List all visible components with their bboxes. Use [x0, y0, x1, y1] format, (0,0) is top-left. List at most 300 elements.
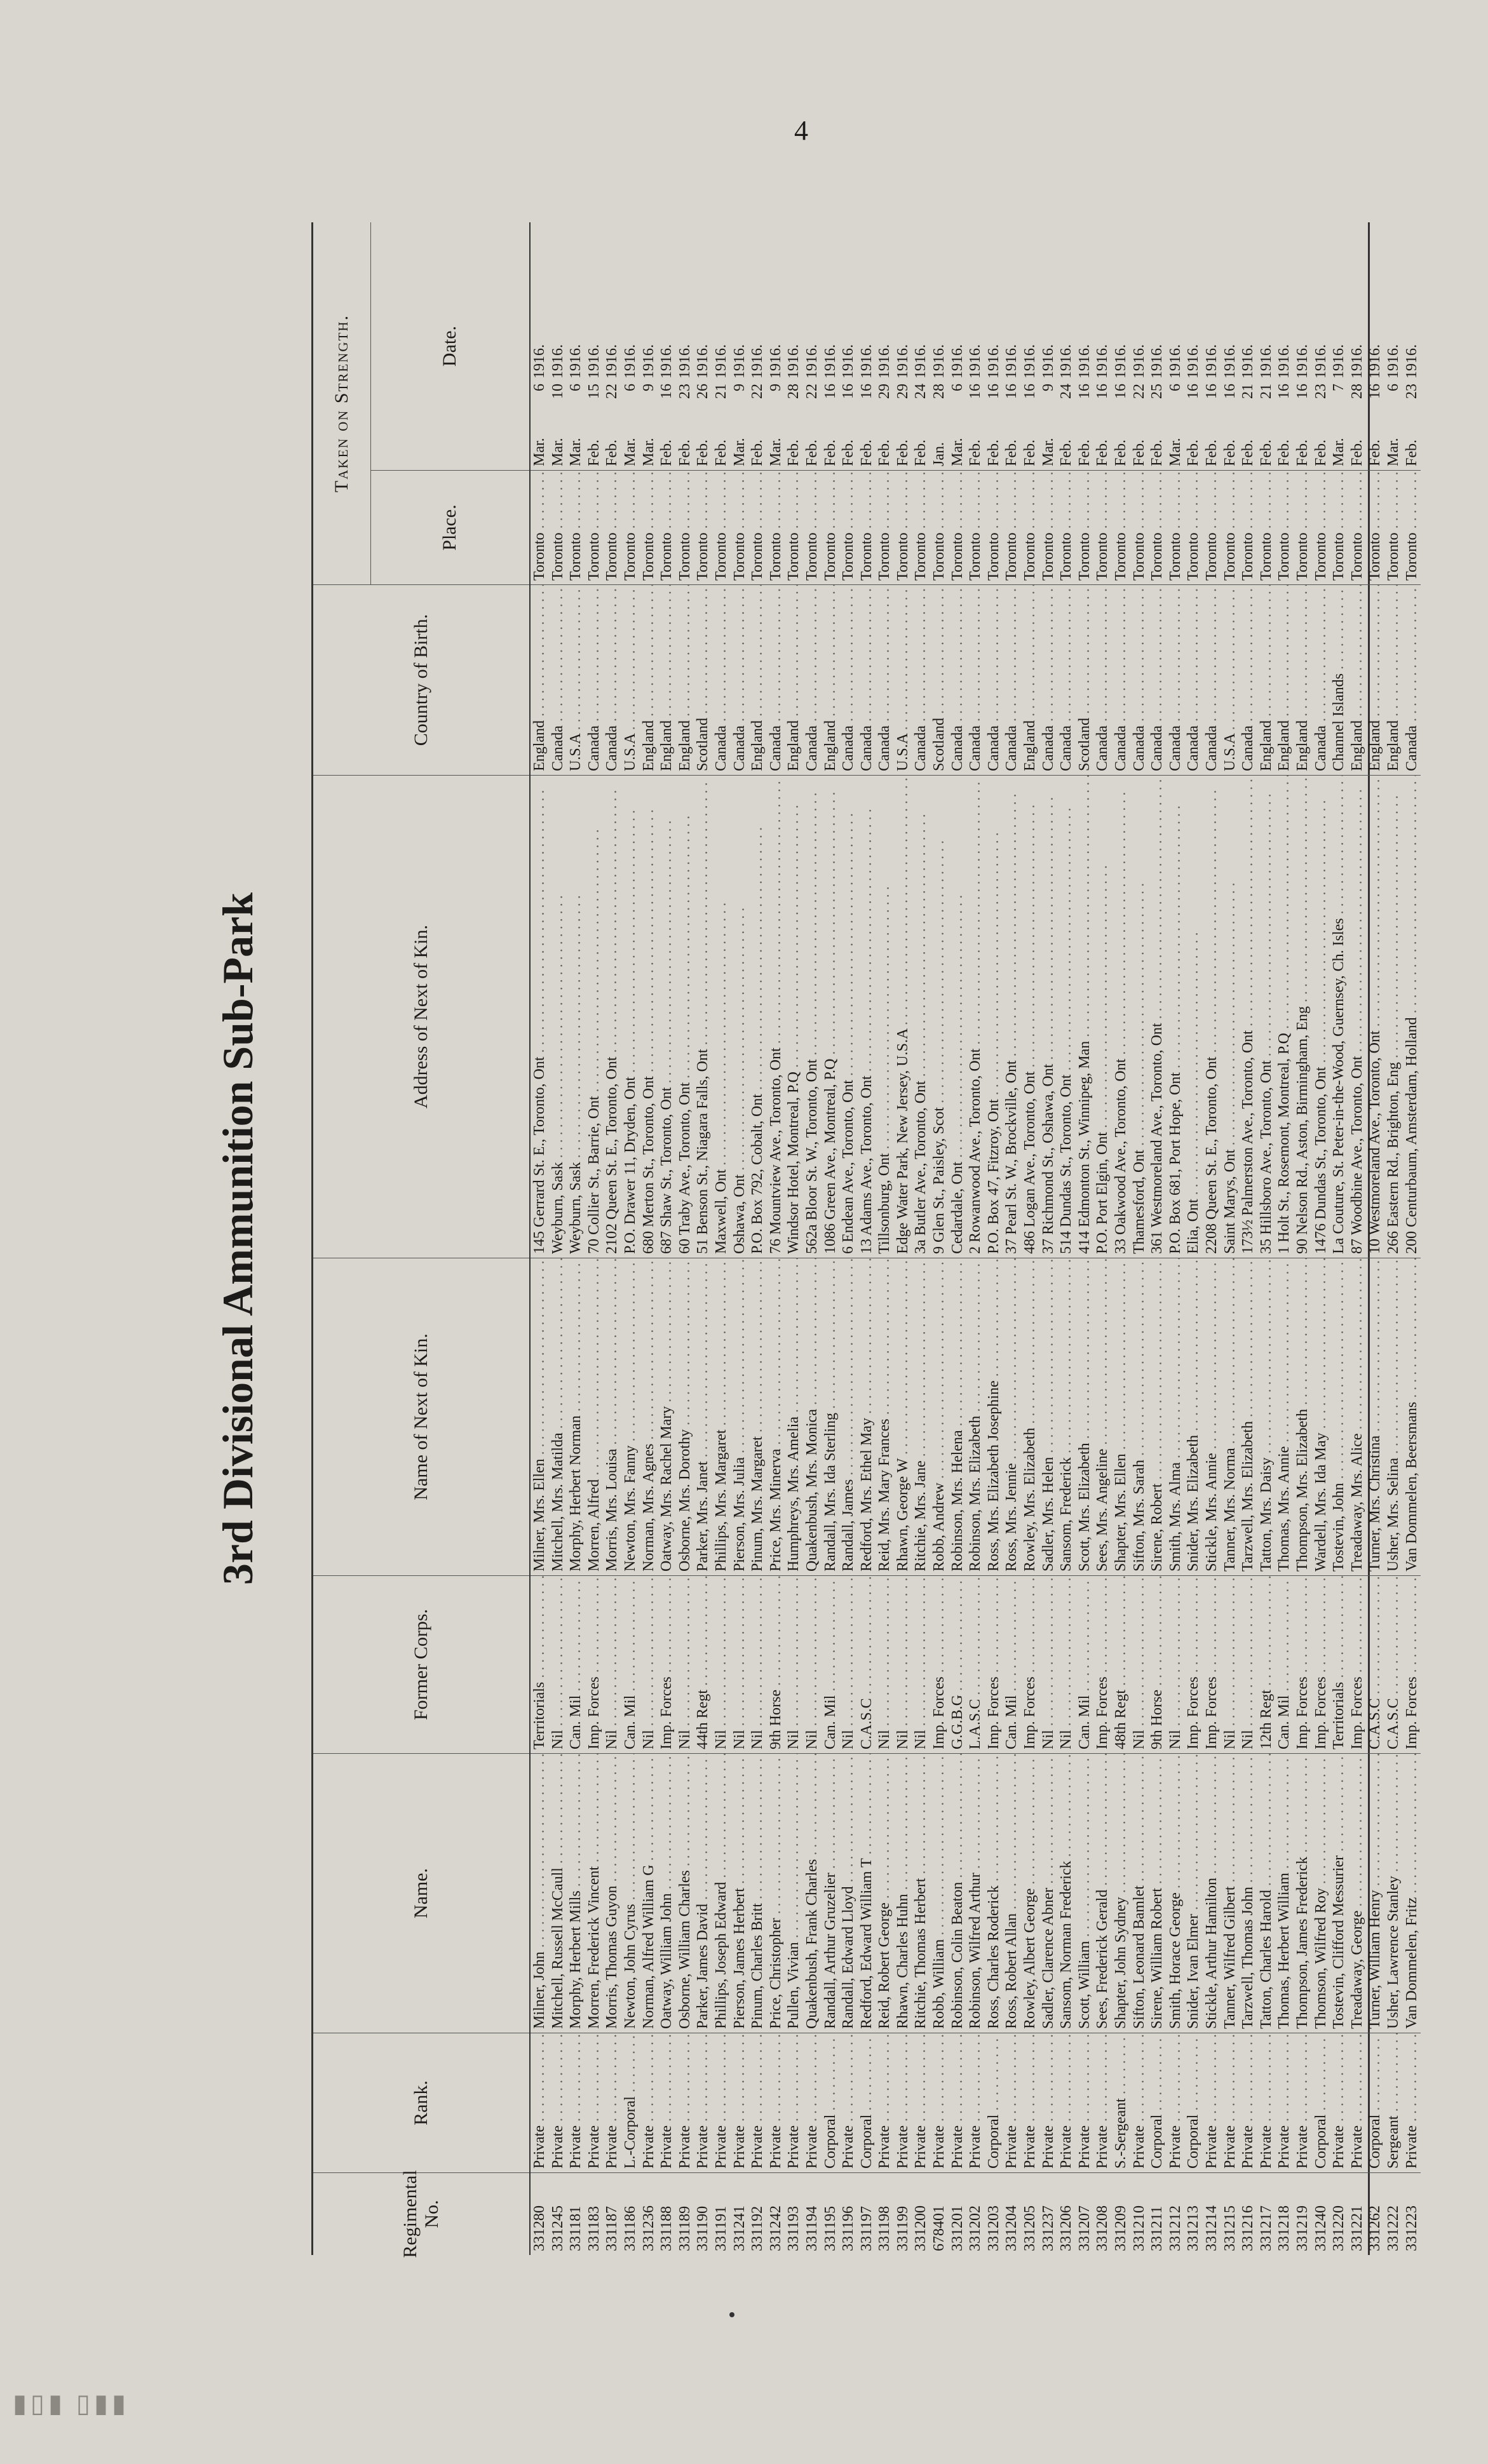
table-row	[1093, 222, 1112, 2255]
cell-date	[858, 222, 876, 470]
cell-former-corps: Nil . . .	[748, 1575, 767, 1753]
cell-rank: Private . . .	[803, 2033, 822, 2172]
date-month: Feb.	[1130, 440, 1147, 466]
cell-date	[1021, 222, 1039, 470]
cell-country: Canada . . .	[1039, 584, 1058, 775]
cell-former-corps: 9th Horse . . .	[767, 1575, 785, 1753]
cell-next-of-kin: Parker, Mrs. Janet . . .	[694, 1258, 712, 1575]
cell-next-of-kin: Quakenbush, Mrs. Monica . . .	[803, 1258, 822, 1575]
cell-next-of-kin: Smith, Mrs. Alma . . .	[1167, 1258, 1185, 1575]
cell-next-of-kin: Price, Mrs. Minerva . . .	[767, 1258, 785, 1575]
header-address: Address of Next of Kin.	[313, 775, 529, 1258]
cell-next-of-kin: Sifton, Mrs. Sarah . . .	[1130, 1258, 1149, 1575]
cell-rank: Private . . .	[531, 2033, 549, 2172]
cell-next-of-kin: Shapter, Mrs. Ellen . . .	[1112, 1258, 1130, 1575]
date-day: 6	[1384, 384, 1402, 391]
cell-former-corps: Imp. Forces . . .	[1203, 1575, 1221, 1753]
cell-former-corps: Imp. Forces . . .	[1403, 1575, 1421, 1753]
date-day: 16	[1367, 384, 1384, 399]
cell-place: Toronto . . .	[1057, 470, 1076, 584]
cell-former-corps: Nil . . .	[912, 1575, 930, 1753]
date-day: 25	[1149, 384, 1166, 399]
date-day: 9	[1039, 384, 1057, 391]
cell-address: 2102 Queen St. E., Toronto, Ont . . .	[603, 775, 621, 1258]
cell-former-corps: Imp. Forces . . .	[1294, 1575, 1312, 1753]
cell-place: Toronto . . .	[1403, 470, 1421, 584]
table-row	[894, 222, 912, 2255]
cell-regimental-no: 331280	[531, 2172, 549, 2255]
cell-rank: Private . . .	[1039, 2033, 1058, 2172]
cell-name: Tostevin, Clifford Messurier . . .	[1330, 1753, 1348, 2033]
cell-date	[1057, 222, 1076, 470]
cell-rank: Corporal . . .	[1312, 2033, 1330, 2172]
date-day: 22	[749, 384, 766, 399]
cell-name: Sirene, William Robert . . .	[1148, 1753, 1167, 2033]
cell-country: England . . .	[1275, 584, 1294, 775]
date-month: Feb.	[694, 440, 712, 466]
cell-country: Canada . . .	[1130, 584, 1149, 775]
cell-country: Canada . . .	[585, 584, 604, 775]
cell-former-corps: Can. Mil . . .	[1076, 1575, 1094, 1753]
cell-former-corps: Imp. Forces . . .	[1021, 1575, 1039, 1753]
table-header	[313, 222, 531, 2258]
cell-rank: Private . . .	[912, 2033, 930, 2172]
cell-name: Norman, Alfred William G . . .	[640, 1753, 658, 2033]
cell-place: Toronto . . .	[640, 470, 658, 584]
cell-next-of-kin: Morris, Mrs. Louisa . . .	[603, 1258, 621, 1575]
cell-place: Toronto . . .	[785, 470, 803, 584]
date-day: 28	[1348, 384, 1365, 399]
cell-former-corps: Can. Mil . . .	[567, 1575, 585, 1753]
date-day: 16	[658, 384, 675, 399]
cell-former-corps: Nil . . .	[1039, 1575, 1058, 1753]
cell-date	[1294, 222, 1312, 470]
cell-place: Toronto . . .	[1021, 470, 1039, 584]
cell-address: 514 Dundas St., Toronto, Ont . . .	[1057, 775, 1076, 1258]
date-year: 1916.	[912, 344, 930, 379]
cell-rank: Corporal . . .	[1184, 2033, 1203, 2172]
cell-place: Toronto . . .	[676, 470, 694, 584]
cell-place: Toronto . . .	[1330, 470, 1348, 584]
cell-former-corps: C.A.S.C . . .	[1366, 1575, 1384, 1753]
cell-date	[1221, 222, 1240, 470]
cell-next-of-kin: Snider, Mrs. Elizabeth . . .	[1184, 1258, 1203, 1575]
table-row	[1257, 222, 1276, 2255]
cell-next-of-kin: Robinson, Mrs. Helena . . .	[949, 1258, 967, 1575]
table-row	[585, 222, 604, 2255]
table-row	[1021, 222, 1039, 2255]
date-month: Feb.	[894, 440, 911, 466]
cell-next-of-kin: Rhawn, George W . . .	[894, 1258, 912, 1575]
table-row	[930, 222, 949, 2255]
cell-place: Toronto . . .	[1112, 470, 1130, 584]
cell-date	[1403, 222, 1421, 470]
date-month: Mar.	[549, 438, 566, 466]
cell-name: Morphy, Herbert Mills . . .	[567, 1753, 585, 2033]
cell-date	[1184, 222, 1203, 470]
cell-regimental-no: 331196	[839, 2172, 858, 2255]
cell-name: Osborne, William Charles . . .	[676, 1753, 694, 2033]
cell-address: 70 Collier St., Barrie, Ont . . .	[585, 775, 604, 1258]
cell-country: Canada . . .	[1239, 584, 1257, 775]
date-year: 1916.	[1221, 344, 1238, 379]
cell-regimental-no: 331215	[1221, 2172, 1240, 2255]
date-month: Feb.	[1003, 440, 1020, 466]
cell-name: Stickle, Arthur Hamilton . . .	[1203, 1753, 1221, 2033]
table-row	[1057, 222, 1076, 2255]
cell-name: Ross, Robert Allan . . .	[1003, 1753, 1021, 2033]
cell-address: 76 Mountview Ave., Toronto, Ont . . .	[767, 775, 785, 1258]
cell-next-of-kin: Tostevin, John . . .	[1330, 1258, 1348, 1575]
cell-next-of-kin: Redford, Mrs. Ethel May . . .	[858, 1258, 876, 1575]
cell-rank: Private . . .	[712, 2033, 731, 2172]
cell-date	[1039, 222, 1058, 470]
date-day: 29	[876, 384, 893, 399]
cell-name: Tanner, Wilfred Gilbert . . .	[1221, 1753, 1240, 2033]
date-month: Mar.	[1039, 438, 1057, 466]
cell-rank: Private . . .	[731, 2033, 749, 2172]
cell-country: Canada . . .	[1003, 584, 1021, 775]
table-row	[822, 222, 840, 2255]
date-day: 6	[531, 384, 548, 391]
cell-name: Sadler, Clarence Abner . . .	[1039, 1753, 1058, 2033]
cell-country: Canada . . .	[1312, 584, 1330, 775]
cell-former-corps: Nil . . .	[803, 1575, 822, 1753]
cell-address: 33 Oakwood Ave., Toronto, Ont . . .	[1112, 775, 1130, 1258]
date-month: Mar.	[1330, 438, 1348, 466]
date-year: 1916.	[1384, 344, 1402, 379]
cell-place: Toronto . . .	[731, 470, 749, 584]
date-day: 15	[585, 384, 602, 399]
cell-address: 13 Adams Ave., Toronto, Ont . . .	[858, 775, 876, 1258]
date-year: 1916.	[1003, 344, 1020, 379]
cell-address: 173½ Palmerston Ave., Toronto, Ont . . .	[1239, 775, 1257, 1258]
cell-regimental-no: 331206	[1057, 2172, 1076, 2255]
cell-former-corps: L.A.S.C . . .	[966, 1575, 985, 1753]
cell-rank: Corporal . . .	[985, 2033, 1003, 2172]
header-taken-on-strength	[313, 222, 529, 584]
cell-regimental-no: 331241	[731, 2172, 749, 2255]
cell-next-of-kin: Sirene, Robert . . .	[1148, 1258, 1167, 1575]
table-row	[676, 222, 694, 2255]
cell-former-corps: C.A.S.C . . .	[1384, 1575, 1403, 1753]
cell-rank: Private . . .	[1330, 2033, 1348, 2172]
cell-country: England . . .	[822, 584, 840, 775]
cell-place: Toronto . . .	[748, 470, 767, 584]
cell-date	[966, 222, 985, 470]
cell-place: Toronto . . .	[839, 470, 858, 584]
cell-rank: Private . . .	[585, 2033, 604, 2172]
cell-former-corps: Can. Mil . . .	[1003, 1575, 1021, 1753]
cell-date	[1003, 222, 1021, 470]
cell-former-corps: Nil . . .	[603, 1575, 621, 1753]
cell-address: 145 Gerrard St. E., Toronto, Ont . . .	[531, 775, 549, 1258]
date-day: 16	[1076, 384, 1093, 399]
cell-place: Toronto . . .	[603, 470, 621, 584]
date-day: 23	[676, 384, 693, 399]
date-year: 1916.	[876, 344, 893, 379]
cell-country: Canada . . .	[1167, 584, 1185, 775]
header-former-corps: Former Corps.	[313, 1575, 529, 1753]
cell-address: 2 Rowanwood Ave., Toronto, Ont . . .	[966, 775, 985, 1258]
cell-next-of-kin: Usher, Mrs. Selina . . .	[1384, 1258, 1403, 1575]
cell-country: U.S.A . . .	[1221, 584, 1240, 775]
cell-place: Toronto . . .	[712, 470, 731, 584]
cell-regimental-no: 331200	[912, 2172, 930, 2255]
date-year: 1916.	[1094, 344, 1111, 379]
cell-place: Toronto . . .	[803, 470, 822, 584]
cell-country: Canada . . .	[1093, 584, 1112, 775]
date-day: 6	[949, 384, 966, 391]
date-month: Feb.	[658, 440, 675, 466]
date-year: 1916.	[1039, 344, 1057, 379]
cell-address: 60 Traby Ave., Toronto, Ont . . .	[676, 775, 694, 1258]
cell-address: 361 Westmoreland Ave., Toronto, Ont . . .	[1148, 775, 1167, 1258]
cell-date	[748, 222, 767, 470]
cell-place: Toronto . . .	[966, 470, 985, 584]
date-month: Mar.	[567, 438, 585, 466]
cell-next-of-kin: Humphreys, Mrs. Amelia . . .	[785, 1258, 803, 1575]
date-day: 16	[1221, 384, 1238, 399]
cell-regimental-no: 331245	[549, 2172, 567, 2255]
cell-date	[712, 222, 731, 470]
cell-name: Sees, Frederick Gerald . . .	[1093, 1753, 1112, 2033]
cell-regimental-no: 331214	[1203, 2172, 1221, 2255]
cell-address: 486 Logan Ave., Toronto, Ont . . .	[1021, 775, 1039, 1258]
cell-date	[1275, 222, 1294, 470]
cell-name: Tarzwell, Thomas John . . .	[1239, 1753, 1257, 2033]
cell-date	[949, 222, 967, 470]
cell-date	[585, 222, 604, 470]
cell-address: 680 Merton St., Toronto, Ont . . .	[640, 775, 658, 1258]
date-year: 1916.	[931, 344, 948, 379]
date-year: 1916.	[604, 344, 621, 379]
cell-name: Thomas, Herbert William . . .	[1275, 1753, 1294, 2033]
cell-regimental-no: 331220	[1330, 2172, 1348, 2255]
cell-country: Scotland . . .	[930, 584, 949, 775]
date-month: Mar.	[531, 438, 548, 466]
cell-country: Canada . . .	[803, 584, 822, 775]
cell-country: England . . .	[1257, 584, 1276, 775]
cell-former-corps: C.A.S.C . . .	[858, 1575, 876, 1753]
table-row	[603, 222, 621, 2255]
date-day: 22	[1130, 384, 1147, 399]
cell-regimental-no: 331212	[1167, 2172, 1185, 2255]
cell-name: Phillips, Joseph Edward . . .	[712, 1753, 731, 2033]
cell-name: Usher, Lawrence Stanley . . .	[1384, 1753, 1403, 2033]
cell-name: Randall, Edward Lloyd . . .	[839, 1753, 858, 2033]
date-year: 1916.	[1348, 344, 1365, 379]
cell-date	[1312, 222, 1330, 470]
cell-date	[1093, 222, 1112, 470]
cell-regimental-no: 331189	[676, 2172, 694, 2255]
date-month: Feb.	[840, 440, 857, 466]
date-day: 28	[931, 384, 948, 399]
date-year: 1916.	[1113, 344, 1129, 379]
cell-country: Canada . . .	[949, 584, 967, 775]
cell-regimental-no: 331194	[803, 2172, 822, 2255]
margin-stamp: ▮▯▮ ▯▮▮	[13, 2389, 130, 2418]
cell-regimental-no: 331198	[876, 2172, 894, 2255]
table-row	[1312, 222, 1330, 2255]
date-month: Feb.	[1276, 440, 1293, 466]
cell-date	[621, 222, 640, 470]
date-day: 28	[785, 384, 802, 399]
cell-next-of-kin: Thompson, Mrs. Elizabeth . . .	[1294, 1258, 1312, 1575]
date-month: Feb.	[822, 440, 839, 466]
date-month: Mar.	[949, 438, 966, 466]
cell-address: 562a Bloor St. W., Toronto, Ont . . .	[803, 775, 822, 1258]
date-year: 1916.	[531, 344, 548, 379]
date-year: 1916.	[1058, 344, 1075, 379]
cell-address: 9 Glen St., Paisley, Scot . . .	[930, 775, 949, 1258]
cell-place: Toronto . . .	[1221, 470, 1240, 584]
cell-country: Canada . . .	[603, 584, 621, 775]
cell-rank: Private . . .	[930, 2033, 949, 2172]
cell-regimental-no: 331207	[1076, 2172, 1094, 2255]
cell-regimental-no: 331192	[748, 2172, 767, 2255]
date-year: 1916.	[1203, 344, 1220, 379]
cell-place: Toronto . . .	[1093, 470, 1112, 584]
date-day: 16	[1185, 384, 1202, 399]
date-year: 1916.	[1330, 344, 1348, 379]
cell-name: Shapter, John Sydney . . .	[1112, 1753, 1130, 2033]
cell-next-of-kin: Morren, Alfred . . .	[585, 1258, 604, 1575]
date-day: 7	[1330, 384, 1348, 391]
table-row	[949, 222, 967, 2255]
cell-date	[658, 222, 676, 470]
cell-former-corps: Nil . . .	[839, 1575, 858, 1753]
cell-next-of-kin: Robb, Andrew . . .	[930, 1258, 949, 1575]
cell-country: Canada . . .	[985, 584, 1003, 775]
table-row	[876, 222, 894, 2255]
cell-name: Robinson, Wilfred Arthur . . .	[966, 1753, 985, 2033]
cell-regimental-no: 331181	[567, 2172, 585, 2255]
cell-next-of-kin: Oatway, Mrs. Rachel Mary . . .	[658, 1258, 676, 1575]
cell-place: Toronto . . .	[1366, 470, 1384, 584]
cell-rank: Private . . .	[1294, 2033, 1312, 2172]
cell-date	[640, 222, 658, 470]
cell-rank: Private . . .	[1003, 2033, 1021, 2172]
cell-address: Oshawa, Ont . . .	[731, 775, 749, 1258]
cell-regimental-no: 331190	[694, 2172, 712, 2255]
date-month: Feb.	[1348, 440, 1365, 466]
date-day: 16	[1113, 384, 1129, 399]
cell-place: Toronto . . .	[1039, 470, 1058, 584]
date-month: Feb.	[1113, 440, 1129, 466]
date-day: 21	[712, 384, 729, 399]
cell-place: Toronto . . .	[531, 470, 549, 584]
cell-name: Mitchell, Russell McCaull . . .	[549, 1753, 567, 2033]
cell-rank: Private . . .	[1093, 2033, 1112, 2172]
date-day: 16	[858, 384, 875, 399]
date-day: 29	[894, 384, 911, 399]
cell-regimental-no: 331203	[985, 2172, 1003, 2255]
cell-address: Saint Marys, Ont . . .	[1221, 775, 1240, 1258]
date-day: 21	[1240, 384, 1257, 399]
cell-date	[1112, 222, 1130, 470]
date-year: 1916.	[1403, 344, 1420, 379]
date-year: 1916.	[712, 344, 729, 379]
cell-address: P.O. Drawer 11, Dryden, Ont . . .	[621, 775, 640, 1258]
cell-regimental-no: 331237	[1039, 2172, 1058, 2255]
cell-name: Quakenbush, Frank Charles . . .	[803, 1753, 822, 2033]
table-row	[1330, 222, 1348, 2255]
cell-country: Canada . . .	[966, 584, 985, 775]
date-month: Feb.	[858, 440, 875, 466]
cell-next-of-kin: Randall, Mrs. Ida Sterling . . .	[822, 1258, 840, 1575]
date-year: 1916.	[1130, 344, 1147, 379]
date-day: 6	[621, 384, 639, 391]
cell-rank: Private . . .	[894, 2033, 912, 2172]
date-year: 1916.	[1257, 344, 1275, 379]
date-month: Mar.	[640, 438, 657, 466]
cell-name: Rowley, Albert George . . .	[1021, 1753, 1039, 2033]
cell-name: Ritchie, Thomas Herbert . . .	[912, 1753, 930, 2033]
date-day: 21	[1257, 384, 1275, 399]
cell-former-corps: Nil . . .	[876, 1575, 894, 1753]
cell-date	[1203, 222, 1221, 470]
cell-name: Newton, John Cyrus . . .	[621, 1753, 640, 2033]
ink-dot	[729, 2312, 734, 2317]
cell-address: 1 Holt St., Rosemont, Montreal, P.Q . . .	[1275, 775, 1294, 1258]
cell-place: Toronto . . .	[621, 470, 640, 584]
cell-address: P.O. Box 681, Port Hope, Ont . . .	[1167, 775, 1185, 1258]
cell-rank: S.-Sergeant . . .	[1112, 2033, 1130, 2172]
date-day: 16	[1203, 384, 1220, 399]
date-year: 1916.	[1276, 344, 1293, 379]
cell-address: 51 Benson St., Niagara Falls, Ont . . .	[694, 775, 712, 1258]
cell-country: England . . .	[1021, 584, 1039, 775]
date-day: 26	[694, 384, 712, 399]
date-month: Feb.	[1022, 440, 1039, 466]
cell-place: Toronto . . .	[912, 470, 930, 584]
table-row	[1148, 222, 1167, 2255]
cell-regimental-no: 331236	[640, 2172, 658, 2255]
cell-name: Morris, Thomas Guyon . . .	[603, 1753, 621, 2033]
cell-rank: Private . . .	[567, 2033, 585, 2172]
date-day: 23	[1403, 384, 1420, 399]
cell-place: Toronto . . .	[1167, 470, 1185, 584]
cell-name: Thompson, James Frederick . . .	[1294, 1753, 1312, 2033]
page-number: 4	[794, 115, 808, 146]
table-row	[567, 222, 585, 2255]
cell-regimental-no: 331222	[1384, 2172, 1403, 2255]
cell-place: Toronto . . .	[1348, 470, 1367, 584]
cell-country: U.S.A . . .	[894, 584, 912, 775]
table-row	[640, 222, 658, 2255]
cell-next-of-kin: Norman, Mrs. Agnes . . .	[640, 1258, 658, 1575]
cell-country: England . . .	[1384, 584, 1403, 775]
cell-regimental-no: 331223	[1403, 2172, 1421, 2255]
date-month: Feb.	[1257, 440, 1275, 466]
cell-place: Toronto . . .	[694, 470, 712, 584]
date-year: 1916.	[858, 344, 875, 379]
table-row	[1184, 222, 1203, 2255]
cell-place: Toronto . . .	[658, 470, 676, 584]
cell-next-of-kin: Mitchell, Mrs. Matilda . . .	[549, 1258, 567, 1575]
cell-name: Randall, Arthur Gruzelier . . .	[822, 1753, 840, 2033]
cell-rank: Corporal . . .	[822, 2033, 840, 2172]
cell-place: Toronto . . .	[1184, 470, 1203, 584]
header-rank: Rank.	[313, 2033, 529, 2172]
page-title: 3rd Divisional Ammunition Sub-Park	[213, 892, 262, 1585]
table-row	[1167, 222, 1185, 2255]
cell-regimental-no: 331219	[1294, 2172, 1312, 2255]
cell-former-corps: Nil . . .	[731, 1575, 749, 1753]
date-year: 1916.	[785, 344, 802, 379]
table-row	[1348, 222, 1367, 2255]
